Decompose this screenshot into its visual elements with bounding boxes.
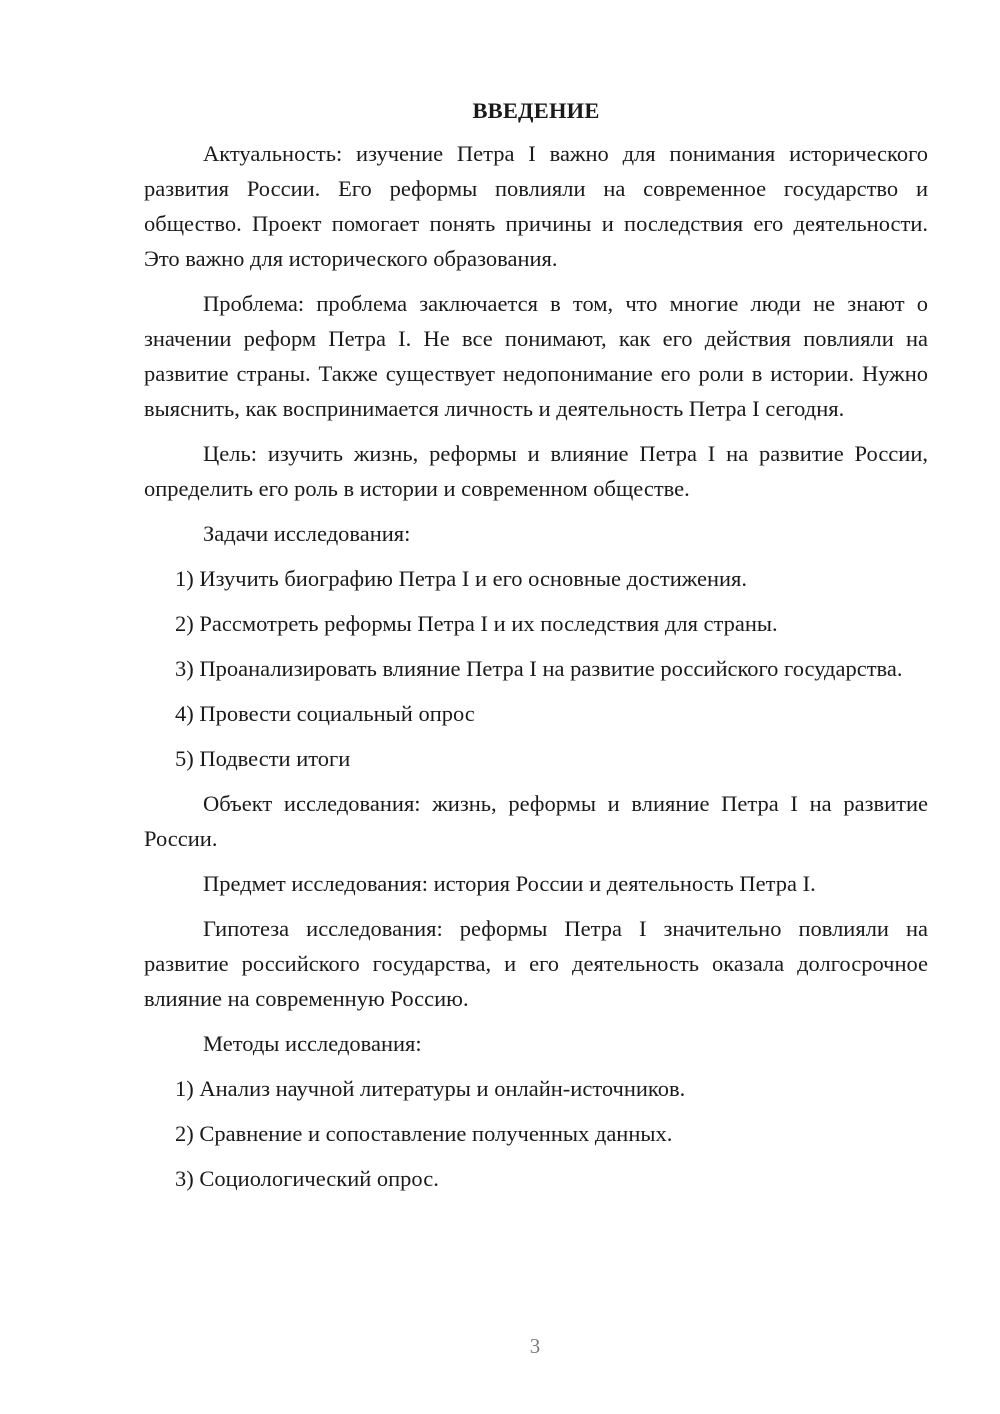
page-content — [144, 96, 928, 1206]
task-item-1: 1) Изучить биографию Петра I и его основные достижения. — [175, 566, 748, 591]
method-item-3: 3) Социологический опрос. — [175, 1166, 439, 1191]
paragraph-relevance: Актуальность: изучение Петра I важно для понимания исторического развития России. Его реформы повлияли на современное государство и общество. Проект помогает понять причины и последствия его деятельности. Это важно для исторического образования. — [144, 141, 928, 271]
method-item-1: 1) Анализ научной литературы и онлайн-источников. — [175, 1076, 686, 1101]
tasks-title: Задачи исследования: — [203, 521, 411, 546]
task-item-3: 3) Проанализировать влияние Петра I на развитие российского государства. — [175, 656, 903, 681]
paragraph-object: Объект исследования: жизнь, реформы и влияние Петра I на развитие России. — [144, 791, 928, 851]
page-number: 3 — [529, 1334, 541, 1358]
paragraph-subject: Предмет исследования: история России и деятельность Петра I. — [203, 871, 816, 896]
methods-title: Методы исследования: — [203, 1031, 422, 1056]
task-item-4: 4) Провести социальный опрос — [175, 701, 475, 726]
task-item-5: 5) Подвести итоги — [175, 746, 351, 771]
paragraph-problem: Проблема: проблема заключается в том, что многие люди не знают о значении реформ Петра I. Не все понимают, как его действия повлияли на развитие страны. Также существует недопонимание его роли в истории. Нужно выяснить, как воспринимается личность и деятельность Петра I сегодня. — [144, 291, 928, 421]
paragraph-hypothesis: Гипотеза исследования: реформы Петра I значительно повлияли на развитие российского государства, и его деятельность оказала долгосрочное влияние на современную Россию. — [144, 916, 928, 1011]
task-item-2: 2) Рассмотреть реформы Петра I и их последствия для страны. — [175, 611, 778, 636]
method-item-2: 2) Сравнение и сопоставление полученных данных. — [175, 1121, 673, 1146]
paragraph-goal: Цель: изучить жизнь, реформы и влияние Петра I на развитие России, определить его роль в истории и современном обществе. — [144, 441, 928, 501]
section-heading: ВВЕДЕНИЕ — [472, 98, 600, 123]
